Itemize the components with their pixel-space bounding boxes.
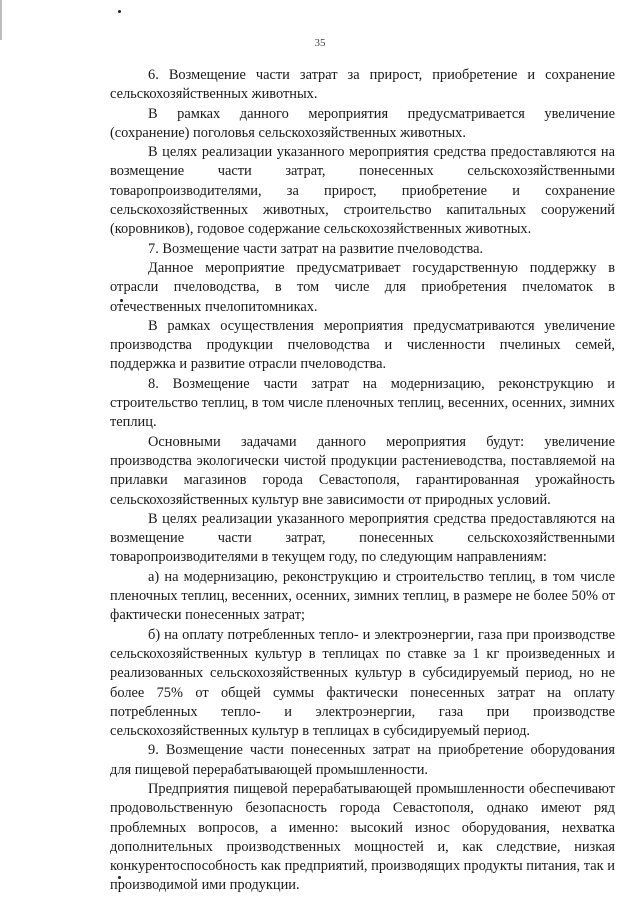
paragraph: В рамках данного мероприятия предусматривается увеличение (сохранение) поголовья сельскохозяйственных животных. <box>110 105 615 141</box>
paragraph: 7. Возмещение части затрат на развитие пчеловодства. <box>148 240 484 257</box>
paragraph: Данное мероприятие предусматривает государственную поддержку в отрасли пчеловодства, в том числе для приобретения пчеломаток в отечественных пчелопитомниках. <box>110 259 615 315</box>
paragraph: а) на модернизацию, реконструкцию и строительство теплиц, в том числе пленочных теплиц, весенних, осенних, зимних теплиц, в размере не более 50% от фактически понесенных затрат; <box>110 568 615 624</box>
paragraph: В рамках осуществления мероприятия предусматриваются увеличение производства продукции пчеловодства и численности пчелиных семей, поддержка и развитие отрасли пчеловодства. <box>110 317 615 373</box>
document-body <box>110 66 615 896</box>
paragraph: 6. Возмещение части затрат за прирост, приобретение и сохранение сельскохозяйственных животных. <box>110 67 615 103</box>
paragraph: 9. Возмещение части понесенных затрат на приобретение оборудования для пищевой перерабатывающей промышленности. <box>110 742 615 778</box>
paragraph: Основными задачами данного мероприятия будут: увеличение производства экологически чистой продукции растениеводства, поставляемой на прилавки магазинов города Севастополя, гарантированная урожайность сельскохозяйственных культур вне зависимости от природных условий. <box>110 433 615 508</box>
scan-speck <box>118 10 121 13</box>
paragraph: Предприятия пищевой перерабатывающей промышленности обеспечивают продовольственную безопасность города Севастополя, однако имеют ряд проблемных вопросов, а именно: высокий износ оборудования, нехватка дополнительных производственных мощностей и, как следствие, низкая конкурентоспособность как предприятий, производящих продукты питания, так и производимой ими продукции. <box>110 780 615 894</box>
paragraph: б) на оплату потребленных тепло- и электроэнергии, газа при производстве сельскохозяйственных культур в теплицах по ставке за 1 кг произведенных и реализованных сельскохозяйственных культур в субсидируемый период, но не более 75% от общей суммы фактически понесенных затрат на оплату потребленных тепло- и электроэнергии, газа при производстве сельскохозяйственных культур в теплицах в субсидируемый период. <box>110 626 615 740</box>
paragraph: 8. Возмещение части затрат на модернизацию, реконструкцию и строительство теплиц, в том числе пленочных теплиц, весенних, осенних, зимних теплиц. <box>110 375 615 431</box>
scan-margin-rule <box>0 0 2 40</box>
paragraph: В целях реализации указанного мероприятия средства предоставляются на возмещение части затрат, понесенных сельскохозяйственными товаропроизводителями, за прирост, приобретение и сохранение сельскохозяйственных животных, строительство капитальных сооружений (коровников), годовое содержание сельскохозяйственных животных. <box>110 144 615 238</box>
page-number: 35 <box>314 37 326 49</box>
paragraph: В целях реализации указанного мероприятия средства предоставляются на возмещение части затрат, понесенных сельскохозяйственными товаропроизводителями в текущем году, по следующим направлениям: <box>110 510 615 566</box>
